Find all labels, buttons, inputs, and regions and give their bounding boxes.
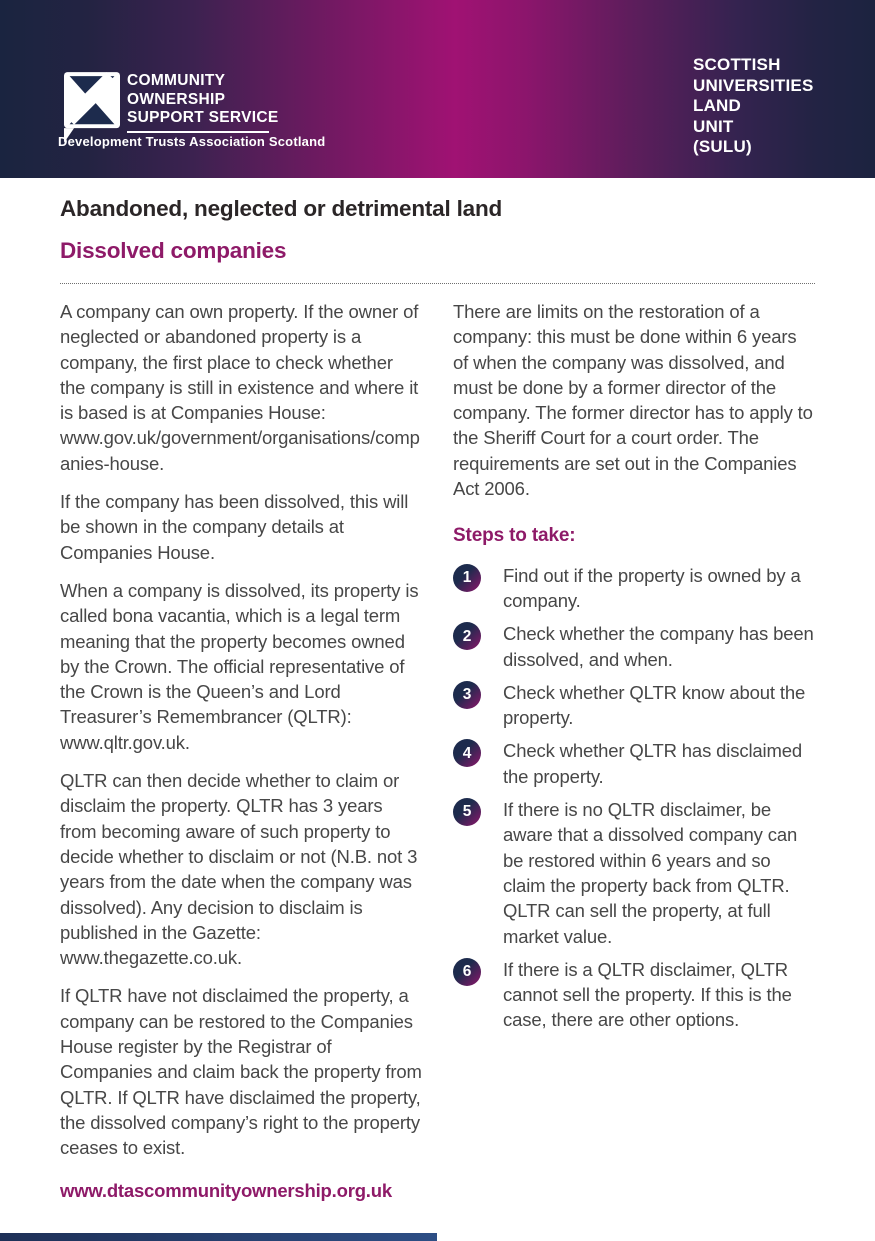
left-column: [60, 299, 422, 1174]
left-paragraph-5: If QLTR have not disclaimed the property, a company can be restored to the Companies House register by the Registrar of Companies and claim back the property from QLTR. If QLTR have disclaimed the property, the dissolved company’s right to the property ceases to exist.: [60, 985, 422, 1159]
sulu-line1: SCOTTISH: [693, 55, 781, 74]
step-item-1: [453, 563, 815, 614]
coss-logo-tagline: Development Trusts Association Scotland: [58, 134, 326, 149]
header-band: [0, 0, 875, 178]
step-text: If there is a QLTR disclaimer, QLTR cannot sell the property. If this is the case, there are other options.: [503, 958, 792, 1031]
footer-website-url: www.dtascommunityownership.org.uk: [60, 1180, 392, 1201]
step-number-badge: 6: [453, 958, 481, 986]
sulu-line2: UNIVERSITIES: [693, 75, 814, 95]
step-item-2: [453, 621, 815, 672]
step-text: If there is no QLTR disclaimer, be aware that a dissolved company can be restored within 6 years and so claim the property back from QLTR. QLTR can sell the property, at full market value.: [503, 799, 798, 947]
coss-logo-underline: [127, 131, 269, 133]
step-item-4: [453, 738, 815, 789]
title-block: [60, 196, 815, 264]
step-number-badge: 2: [453, 622, 481, 650]
steps-heading: Steps to take:: [453, 525, 576, 547]
step-text: Check whether QLTR has disclaimed the property.: [503, 740, 803, 787]
left-paragraph-3: When a company is dissolved, its property is called bona vacantia, which is a legal term meaning that the property becomes owned by the Crown. The official representative of the Crown is the Queen’s and Lord Treasurer’s Remembrancer (QLTR): www.qltr.gov.uk.: [60, 579, 419, 753]
page-title: Abandoned, neglected or detrimental land: [60, 196, 503, 221]
coss-logo-line2: OWNERSHIP: [127, 90, 226, 108]
body-columns: [60, 299, 815, 1174]
title-divider: [60, 283, 815, 284]
left-paragraph-1: A company can own property. If the owner of neglected or abandoned property is a company, the first place to check whether the company is still in existence and where it is based is at Companies House: www.gov.uk/government/organisations/companies-house.: [60, 301, 420, 474]
right-column: [453, 299, 815, 1174]
step-item-3: [453, 680, 815, 731]
left-paragraph-4: QLTR can then decide whether to claim or disclaim the property. QLTR has 3 years from becoming aware of such property to decide whether to disclaim or not (N.B. not 3 years from the date when the company was dissolved). Any decision to disclaim is published in the Gazette: www.thegazette.co.uk.: [60, 770, 418, 969]
step-item-5: [453, 797, 815, 949]
step-number-badge: 4: [453, 739, 481, 767]
coss-logo-line3: SUPPORT SERVICE: [127, 109, 279, 126]
sulu-line4: UNIT: [693, 116, 734, 136]
sulu-line5: (SULU): [693, 137, 752, 156]
step-text: Check whether QLTR know about the property.: [503, 681, 806, 729]
coss-logo-line1: COMMUNITY: [127, 72, 226, 89]
coss-logo-text: [127, 72, 279, 133]
sulu-wordmark: [693, 55, 813, 158]
bottom-accent-bar: [0, 1233, 437, 1241]
step-text: Find out if the property is owned by a company.: [503, 564, 801, 611]
step-number-badge: 1: [453, 564, 481, 592]
left-paragraph-2: If the company has been dissolved, this will be shown in the company details at Companies House.: [60, 491, 409, 563]
page-subtitle: Dissolved companies: [60, 238, 287, 263]
step-number-badge: 5: [453, 798, 481, 826]
right-intro-paragraph: There are limits on the restoration of a company: this must be done within 6 years of when the company was dissolved, and must be done by a former director of the company. The former director has to apply to the Sheriff Court for a court order. The requirements are set out in the Companies Act 2006.: [453, 301, 813, 500]
step-number-badge: 3: [453, 681, 481, 709]
sulu-line3: LAND: [693, 96, 742, 115]
step-item-6: [453, 957, 815, 1033]
step-text: Check whether the company has been dissolved, and when.: [503, 623, 814, 670]
